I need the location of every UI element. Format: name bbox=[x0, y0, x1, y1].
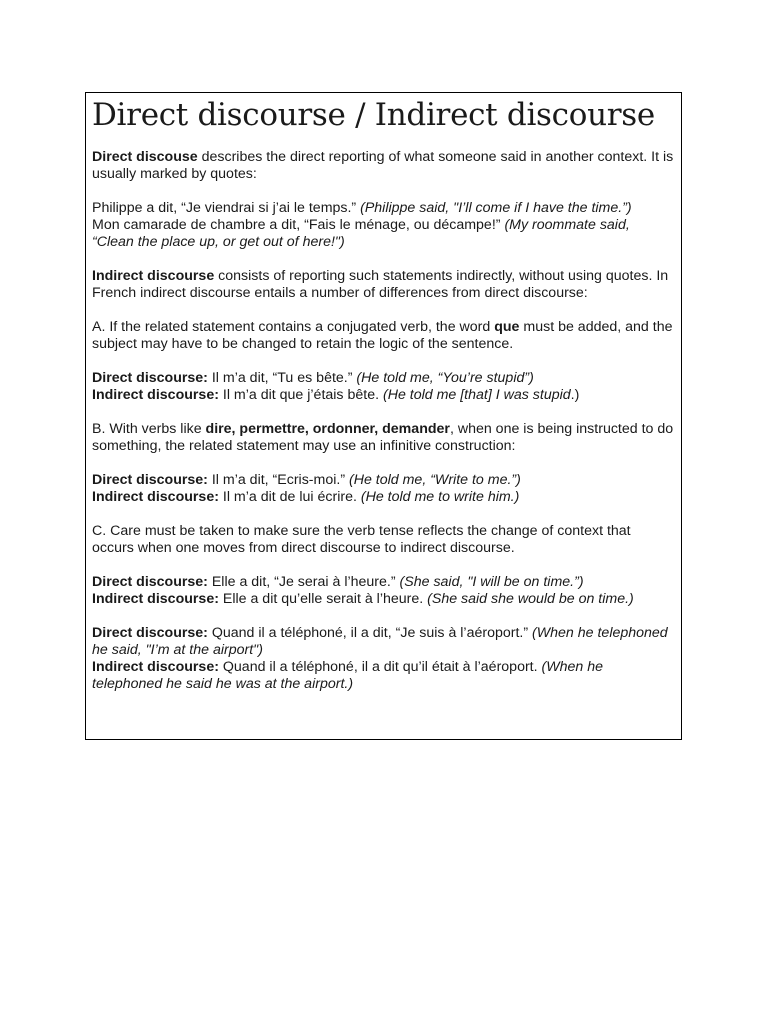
direct-english: (When he telephoned he said, "I’m at the airport") bbox=[92, 625, 668, 658]
indirect-line bbox=[92, 489, 675, 506]
indirect-english: (He told me [that] I was stupid bbox=[382, 387, 571, 403]
definition-text: consists of reporting such statements indirectly, without using quotes. In French indirect discourse entails a number of differences from direct discourse: bbox=[92, 268, 669, 301]
indirect-french: Il m’a dit que j’étais bête. bbox=[218, 387, 383, 403]
indirect-french: Quand il a téléphoné, il a dit qu’il était à l’aéroport. bbox=[218, 659, 542, 675]
indirect-line bbox=[92, 591, 675, 608]
indirect-french: Elle a dit qu’elle serait à l’heure. bbox=[218, 591, 428, 607]
indirect-english: (She said she would be on time.) bbox=[427, 591, 634, 607]
example-pair-a bbox=[92, 370, 675, 404]
indirect-label: Indirect discourse: bbox=[92, 489, 219, 505]
term-direct-discourse: Direct discouse bbox=[92, 149, 198, 165]
example-french: Philippe a dit, “Je viendrai si j’ai le temps.” bbox=[92, 200, 361, 216]
indirect-line bbox=[92, 387, 675, 404]
indirect-label: Indirect discourse: bbox=[92, 387, 219, 403]
direct-line bbox=[92, 472, 675, 489]
direct-examples bbox=[92, 200, 675, 251]
direct-english: (He told me, “Write to me.”) bbox=[349, 472, 521, 488]
indirect-english: (He told me to write him.) bbox=[360, 489, 520, 505]
direct-label: Direct discourse: bbox=[92, 370, 208, 386]
document-box bbox=[85, 92, 682, 740]
rule-a bbox=[92, 319, 675, 353]
direct-label: Direct discourse: bbox=[92, 472, 208, 488]
direct-line bbox=[92, 370, 675, 387]
term-indirect-discourse: Indirect discourse bbox=[92, 268, 215, 284]
example-pair-c bbox=[92, 574, 675, 608]
direct-english: (He told me, “You’re stupid”) bbox=[356, 370, 534, 386]
rule-text: A. If the related statement contains a conjugated verb, the word bbox=[92, 319, 495, 335]
example-english: (My roommate said, “Clean the place up, or get out of here!") bbox=[92, 217, 630, 250]
definition-text: describes the direct reporting of what someone said in another context. It is usually marked by quotes: bbox=[92, 149, 674, 182]
direct-french: Elle a dit, “Je serai à l’heure.” bbox=[207, 574, 400, 590]
rule-text: , when one is being instructed to do something, the related statement may use an infinitive construction: bbox=[92, 421, 674, 454]
document-body bbox=[92, 149, 675, 693]
direct-french: Il m’a dit, “Ecris-moi.” bbox=[207, 472, 349, 488]
indirect-french: Il m’a dit de lui écrire. bbox=[218, 489, 361, 505]
indirect-label: Indirect discourse: bbox=[92, 659, 219, 675]
page-title: Direct discourse / Indirect discourse bbox=[92, 97, 655, 133]
example-pair-b bbox=[92, 472, 675, 506]
direct-line bbox=[92, 574, 675, 591]
example-pair-d bbox=[92, 625, 675, 693]
direct-discourse-definition bbox=[92, 149, 675, 183]
direct-french: Il m’a dit, “Tu es bête.” bbox=[207, 370, 357, 386]
indirect-tail: .) bbox=[570, 387, 580, 403]
example-roommate bbox=[92, 217, 675, 251]
direct-english: (She said, "I will be on time.”) bbox=[399, 574, 584, 590]
indirect-english: (When he telephoned he said he was at the airport.) bbox=[92, 659, 604, 692]
direct-line bbox=[92, 625, 675, 659]
rule-text: must be added, and the subject may have to be changed to retain the logic of the sentence. bbox=[92, 319, 673, 352]
direct-label: Direct discourse: bbox=[92, 625, 208, 641]
rule-c: C. Care must be taken to make sure the verb tense reflects the change of context that occurs when one moves from direct discourse to indirect discourse. bbox=[92, 523, 631, 556]
example-english: (Philippe said, "I’ll come if I have the time.”) bbox=[360, 200, 632, 216]
rule-b bbox=[92, 421, 675, 455]
keyword-verbs: dire, permettre, ordonner, demander bbox=[205, 421, 450, 437]
keyword-que: que bbox=[494, 319, 520, 335]
rule-text: B. With verbs like bbox=[92, 421, 206, 437]
example-french: Mon camarade de chambre a dit, “Fais le ménage, ou décampe!” bbox=[92, 217, 505, 233]
indirect-discourse-definition bbox=[92, 268, 675, 302]
indirect-label: Indirect discourse: bbox=[92, 591, 219, 607]
example-philippe bbox=[92, 200, 675, 217]
direct-french: Quand il a téléphoné, il a dit, “Je suis à l’aéroport.” bbox=[207, 625, 533, 641]
indirect-line bbox=[92, 659, 675, 693]
direct-label: Direct discourse: bbox=[92, 574, 208, 590]
